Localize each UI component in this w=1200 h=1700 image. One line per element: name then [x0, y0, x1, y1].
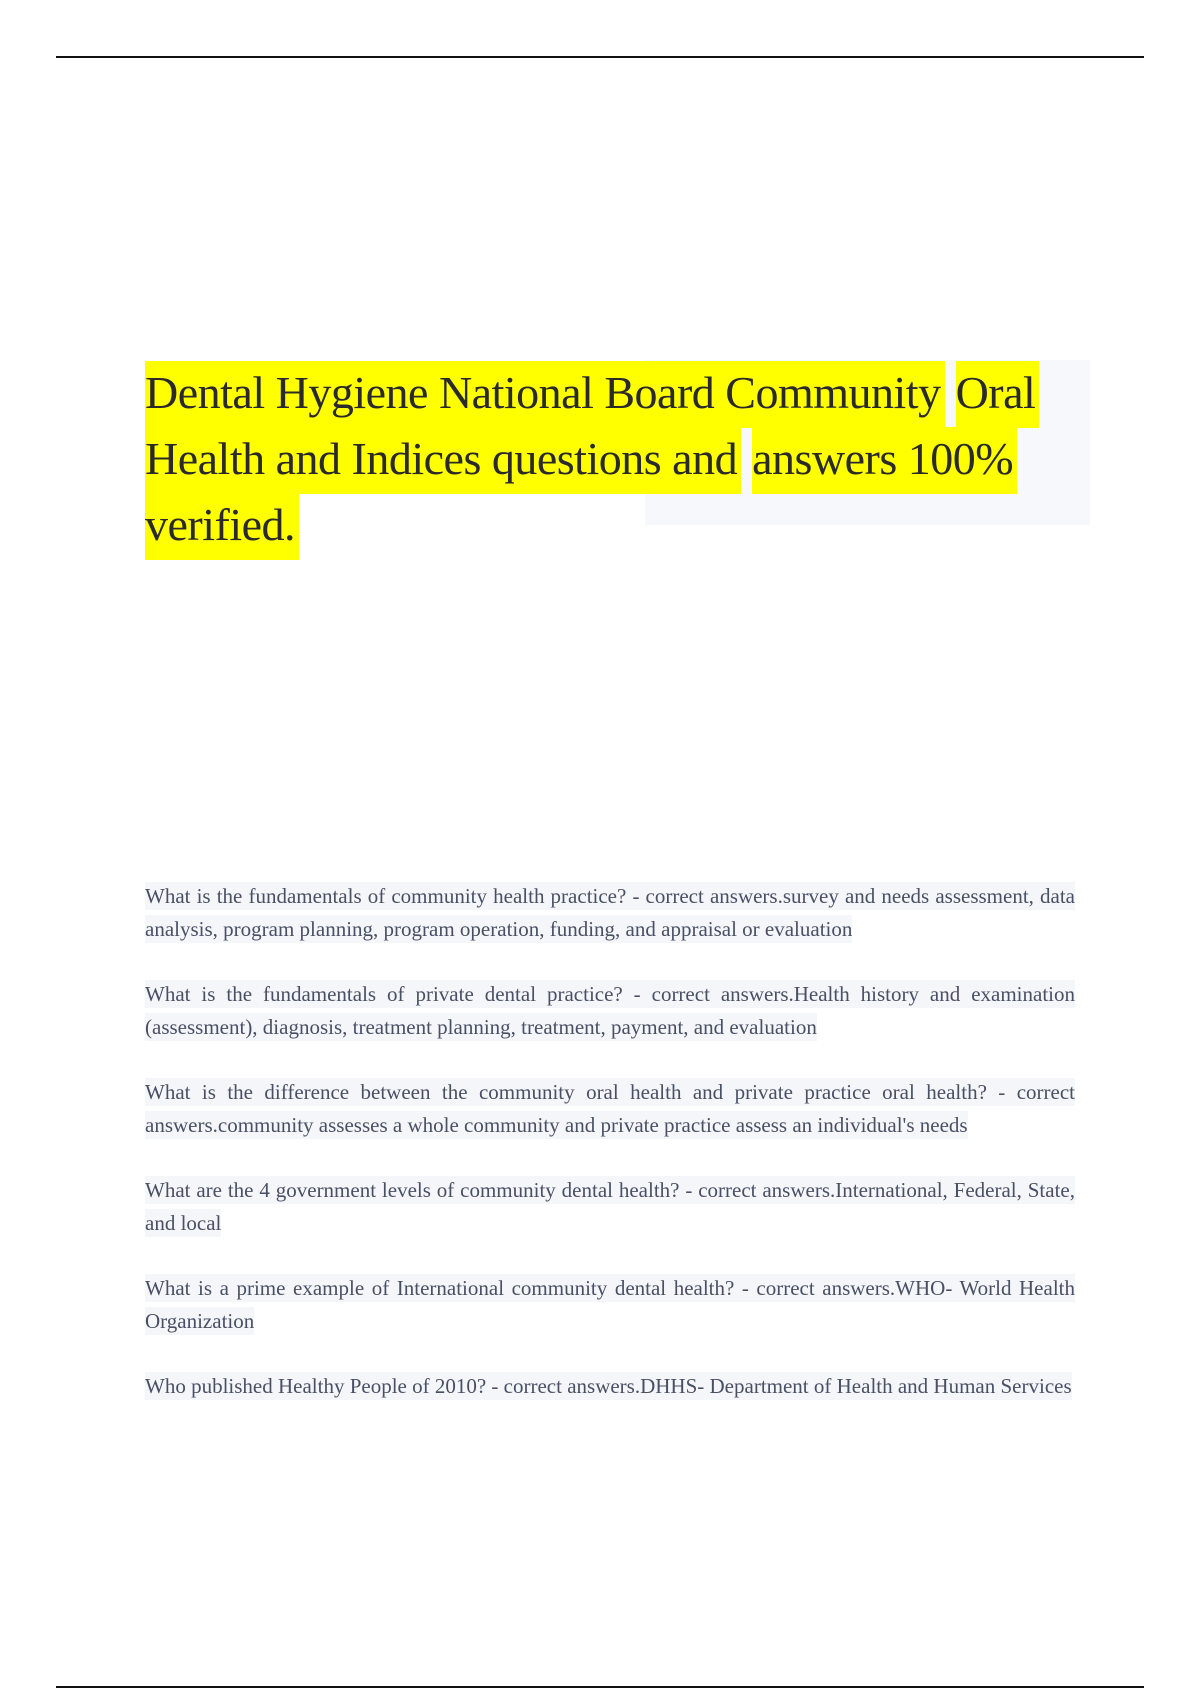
qa-item: [145, 880, 1075, 946]
qa-text: What are the 4 government levels of community dental health? - correct answers.International, Federal, State, and local: [145, 1178, 1075, 1235]
qa-text: What is the difference between the community oral health and private practice oral health? - correct answers.community assesses a whole community and private practice assess an individual's needs: [145, 1080, 1075, 1137]
document-title: [145, 360, 1095, 558]
title-highlight-3: answers 100% verified.: [145, 427, 1017, 560]
title-block: [145, 360, 1095, 558]
qa-item: [145, 978, 1075, 1044]
header-rule: [56, 56, 1144, 58]
qa-item: [145, 1174, 1075, 1240]
qa-item: [145, 1076, 1075, 1142]
footer-rule: [56, 1686, 1144, 1688]
qa-text: What is the fundamentals of private dental practice? - correct answers.Health history and examination (assessment), diagnosis, treatment planning, treatment, payment, and evaluation: [145, 982, 1075, 1039]
qa-list: [145, 880, 1075, 1435]
title-highlight-2: Oral Health and Indices questions and: [145, 361, 1039, 494]
qa-text: What is the fundamentals of community health practice? - correct answers.survey and needs assessment, data analysis, program planning, program operation, funding, and appraisal or evaluation: [145, 884, 1075, 941]
qa-text: Who published Healthy People of 2010? - correct answers.DHHS- Department of Health and Human Services: [145, 1374, 1072, 1398]
qa-item: [145, 1272, 1075, 1338]
qa-item: [145, 1370, 1075, 1403]
qa-text: What is a prime example of International community dental health? - correct answers.WHO- World Health Organization: [145, 1276, 1075, 1333]
title-highlight-1: Dental Hygiene National Board Community: [145, 361, 945, 428]
